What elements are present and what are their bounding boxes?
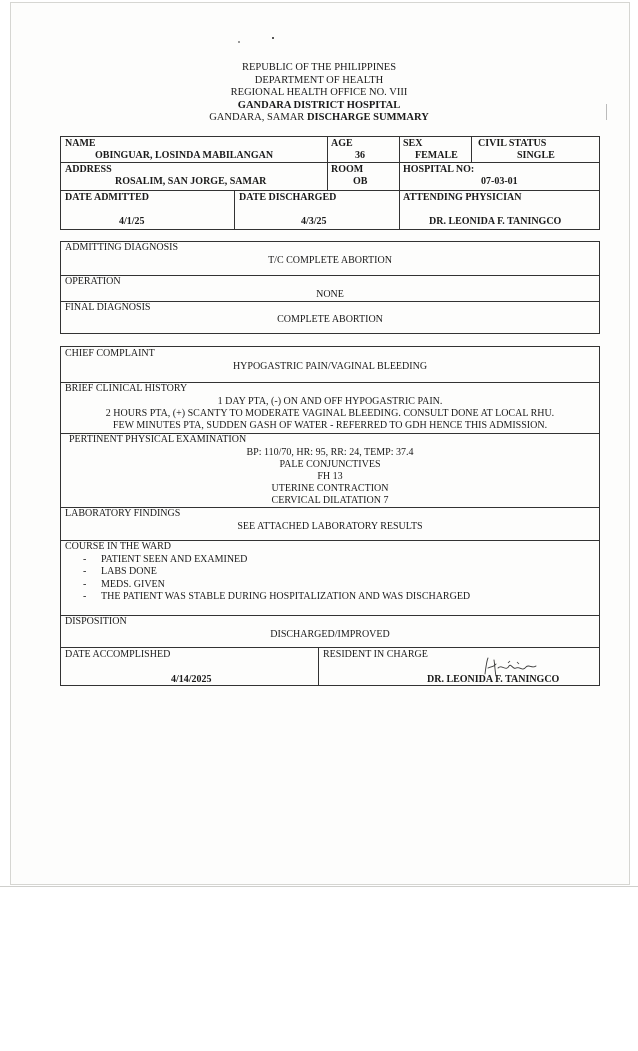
physical-exam-line: PALE CONJUNCTIVES — [279, 459, 381, 470]
hospital-no-label: HOSPITAL NO: — [403, 164, 475, 175]
course-bullet: - — [83, 566, 87, 577]
course-bullet: - — [83, 554, 87, 565]
patient-info-table — [60, 136, 600, 230]
disposition-label: DISPOSITION — [65, 616, 127, 627]
physical-exam-line: BP: 110/70, HR: 95, RR: 24, TEMP: 37.4 — [246, 447, 414, 458]
header-hospital: GANDARA DISTRICT HOSPITAL — [237, 99, 401, 111]
course-item: PATIENT SEEN AND EXAMINED — [101, 554, 248, 565]
age-label: AGE — [331, 138, 353, 149]
header-country: REPUBLIC OF THE PHILIPPINES — [241, 62, 397, 73]
header-location: GANDARA, SAMAR — [209, 112, 307, 123]
diagnosis-table — [60, 241, 600, 334]
physical-exam-line: CERVICAL DILATATION 7 — [271, 495, 389, 506]
disposition: DISCHARGED/IMPROVED — [270, 629, 390, 640]
document-header — [0, 62, 638, 125]
attending-physician-label: ATTENDING PHYSICIAN — [403, 192, 522, 203]
patient-age: 36 — [355, 150, 365, 161]
operation: NONE — [316, 289, 344, 300]
course-bullet: - — [83, 579, 87, 590]
signature-scribble — [482, 654, 540, 680]
name-label: NAME — [65, 138, 96, 149]
final-diagnosis-label: FINAL DIAGNOSIS — [65, 302, 151, 313]
date-accomplished: 4/14/2025 — [171, 674, 212, 685]
chief-complaint-label: CHIEF COMPLAINT — [65, 348, 155, 359]
course-item: THE PATIENT WAS STABLE DURING HOSPITALIZATION AND WAS DISCHARGED — [101, 591, 471, 602]
scan-speck — [238, 41, 240, 43]
date-discharged: 4/3/25 — [301, 216, 327, 227]
physical-exam-line: FH 13 — [317, 471, 343, 482]
header-department: DEPARTMENT OF HEALTH — [254, 74, 384, 86]
chief-complaint: HYPOGASTRIC PAIN/VAGINAL BLEEDING — [232, 361, 428, 372]
scan-speck — [272, 37, 274, 39]
hospital-no: 07-03-01 — [481, 176, 518, 187]
header-region: REGIONAL HEALTH OFFICE NO. VIII — [230, 87, 408, 98]
patient-name: OBINGUAR, LOSINDA MABILANGAN — [95, 150, 274, 161]
laboratory-findings: SEE ATTACHED LABORATORY RESULTS — [237, 521, 423, 532]
page-edge — [0, 886, 638, 887]
clinical-history-line: 1 DAY PTA, (-) ON AND OFF HYPOGASTRIC PAIN. — [217, 396, 443, 407]
final-diagnosis: COMPLETE ABORTION — [277, 314, 383, 325]
clinical-history-line: 2 HOURS PTA, (+) SCANTY TO MODERATE VAGINAL BLEEDING. CONSULT DONE AT LOCAL RHU. — [105, 408, 555, 419]
course-item: LABS DONE — [101, 566, 157, 577]
clinical-history-line: FEW MINUTES PTA, SUDDEN GASH OF WATER - REFERRED TO GDH HENCE THIS ADMISSION. — [112, 420, 548, 431]
attending-physician: DR. LEONIDA F. TANINGCO — [429, 216, 562, 227]
resident-in-charge-label: RESIDENT IN CHARGE — [323, 649, 428, 660]
civil-status-label: CIVIL STATUS — [478, 138, 547, 149]
patient-civil-status: SINGLE — [517, 150, 555, 161]
course-bullet: - — [83, 591, 87, 602]
sex-label: SEX — [403, 138, 423, 149]
course-label: COURSE IN THE WARD — [65, 541, 172, 552]
physical-exam-label: PERTINENT PHYSICAL EXAMINATION — [69, 434, 247, 445]
course-item: MEDS. GIVEN — [101, 579, 165, 590]
patient-address: ROSALIM, SAN JORGE, SAMAR — [115, 176, 267, 187]
date-accomplished-label: DATE ACCOMPLISHED — [65, 649, 171, 660]
admitting-diagnosis: T/C COMPLETE ABORTION — [268, 255, 392, 266]
laboratory-label: LABORATORY FINDINGS — [65, 508, 181, 519]
document-title: DISCHARGE SUMMARY — [306, 112, 429, 123]
clinical-summary-table — [60, 346, 600, 686]
header-location-line — [0, 112, 638, 125]
clinical-history-label: BRIEF CLINICAL HISTORY — [65, 383, 188, 394]
resident-in-charge: DR. LEONIDA F. TANINGCO — [427, 674, 560, 685]
admitting-diagnosis-label: ADMITTING DIAGNOSIS — [65, 242, 179, 253]
operation-label: OPERATION — [65, 276, 121, 287]
date-admitted-label: DATE ADMITTED — [65, 192, 149, 203]
date-admitted: 4/1/25 — [119, 216, 145, 227]
room-label: ROOM — [331, 164, 364, 175]
patient-room: OB — [353, 176, 368, 187]
physical-exam-line: UTERINE CONTRACTION — [271, 483, 389, 494]
patient-sex: FEMALE — [415, 150, 458, 161]
address-label: ADDRESS — [65, 164, 112, 175]
date-discharged-label: DATE DISCHARGED — [239, 192, 337, 203]
